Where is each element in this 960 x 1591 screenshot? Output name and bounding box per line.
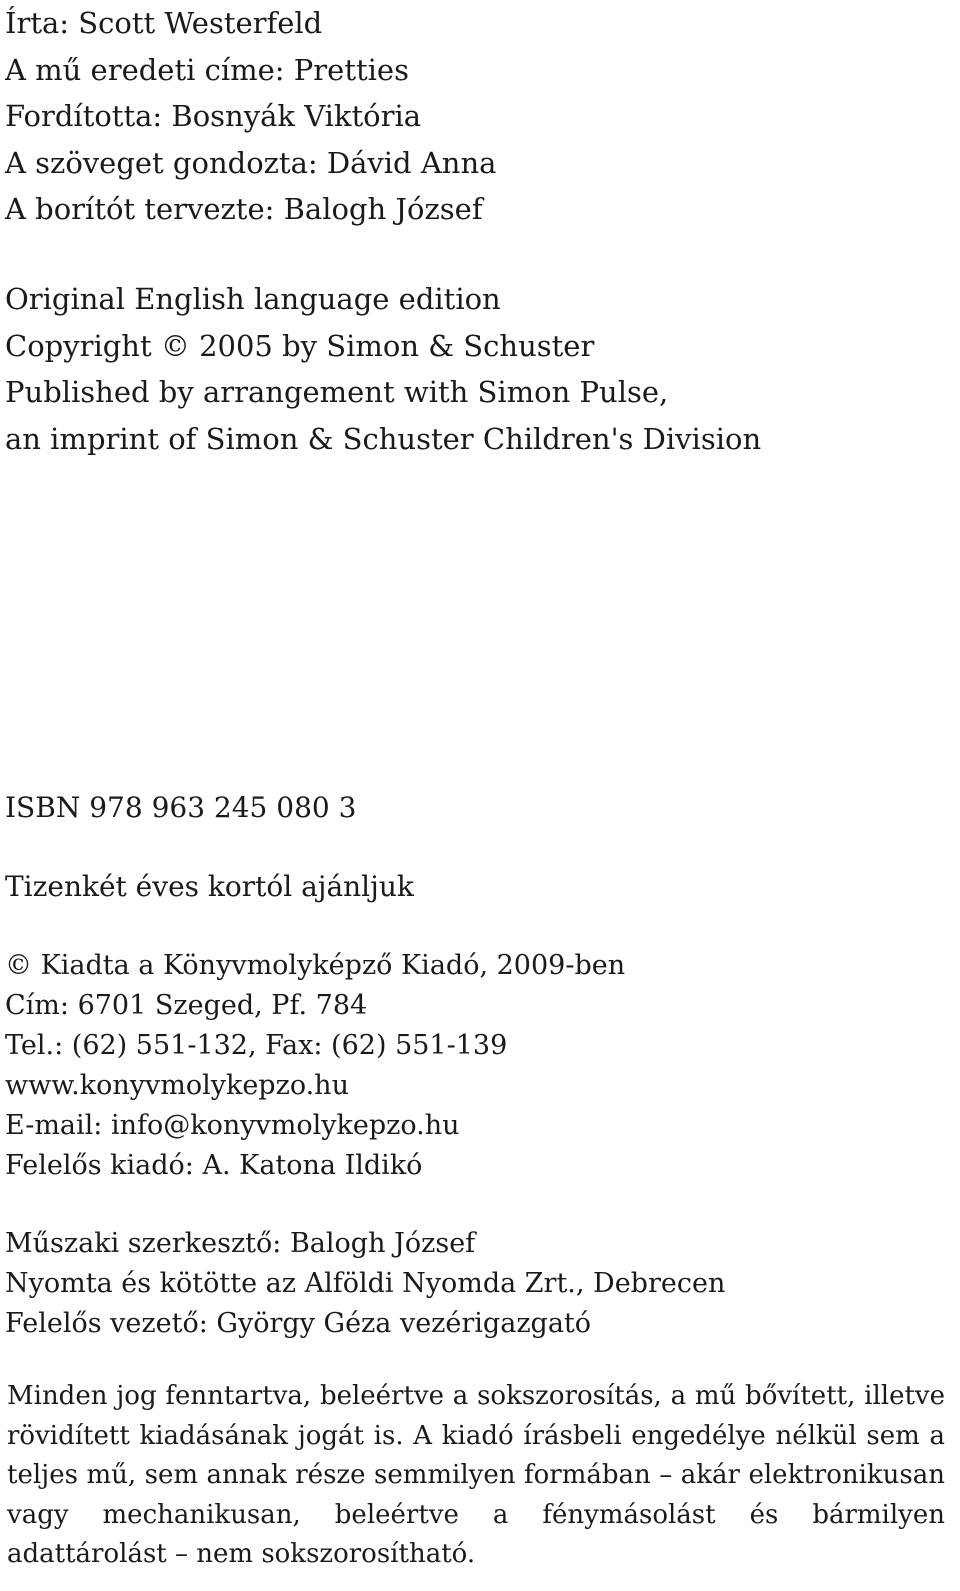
author-line: Írta: Scott Westerfeld — [5, 6, 323, 40]
isbn-line: ISBN 978 963 245 080 3 — [5, 791, 357, 824]
manager-line: Felelős vezető: György Géza vezérigazgató — [5, 1308, 592, 1339]
technical-info-block — [5, 1224, 725, 1344]
original-edition-block — [5, 276, 761, 462]
publisher-line: © Kiadta a Könyvmolyképző Kiadó, 2009-ben — [5, 950, 626, 981]
copyright-line: Copyright © 2005 by Simon & Schuster — [5, 328, 595, 363]
publisher-info-block — [5, 946, 625, 1186]
printer-line: Nyomta és kötötte az Alföldi Nyomda Zrt., Debrecen — [5, 1268, 726, 1299]
translator-line: Fordította: Bosnyák Viktória — [5, 99, 422, 133]
original-edition-line: Original English language edition — [5, 282, 501, 316]
age-recommendation-line: Tizenkét éves kortól ajánljuk — [5, 870, 414, 903]
email-line: E-mail: info@konyvmolykepzo.hu — [5, 1110, 460, 1141]
website-line: www.konyvmolykepzo.hu — [5, 1070, 349, 1101]
address-line: Cím: 6701 Szeged, Pf. 784 — [5, 990, 368, 1021]
isbn-block — [5, 785, 356, 831]
technical-editor-line: Műszaki szerkesztő: Balogh József — [5, 1228, 476, 1259]
credits-block — [5, 0, 496, 233]
responsible-publisher-line: Felelős kiadó: A. Katona Ildikó — [5, 1150, 423, 1181]
original-title-line: A mű eredeti címe: Pretties — [5, 52, 409, 87]
phone-fax-line: Tel.: (62) 551-132, Fax: (62) 551-139 — [5, 1030, 508, 1061]
arrangement-line: Published by arrangement with Simon Pulse, — [5, 375, 669, 409]
cover-designer-line: A borítót tervezte: Balogh József — [5, 192, 483, 226]
imprint-line: an imprint of Simon & Schuster Children's Division — [5, 421, 762, 456]
editor-line: A szöveget gondozta: Dávid Anna — [5, 145, 497, 180]
rights-notice: Minden jog fenntartva, beleértve a sokszorosítás, a mű bővített, illetve rövidített kiadásának jogát is. A kiadó írásbeli engedélye nélkül sem a teljes mű, sem annak része semmilyen formában – akár elektronikusan vagy mechanikusan, beleértve a fénymásolást és bármilyen adattárolást – nem sokszorosítható. — [7, 1381, 945, 1569]
age-recommendation-block — [5, 864, 414, 910]
